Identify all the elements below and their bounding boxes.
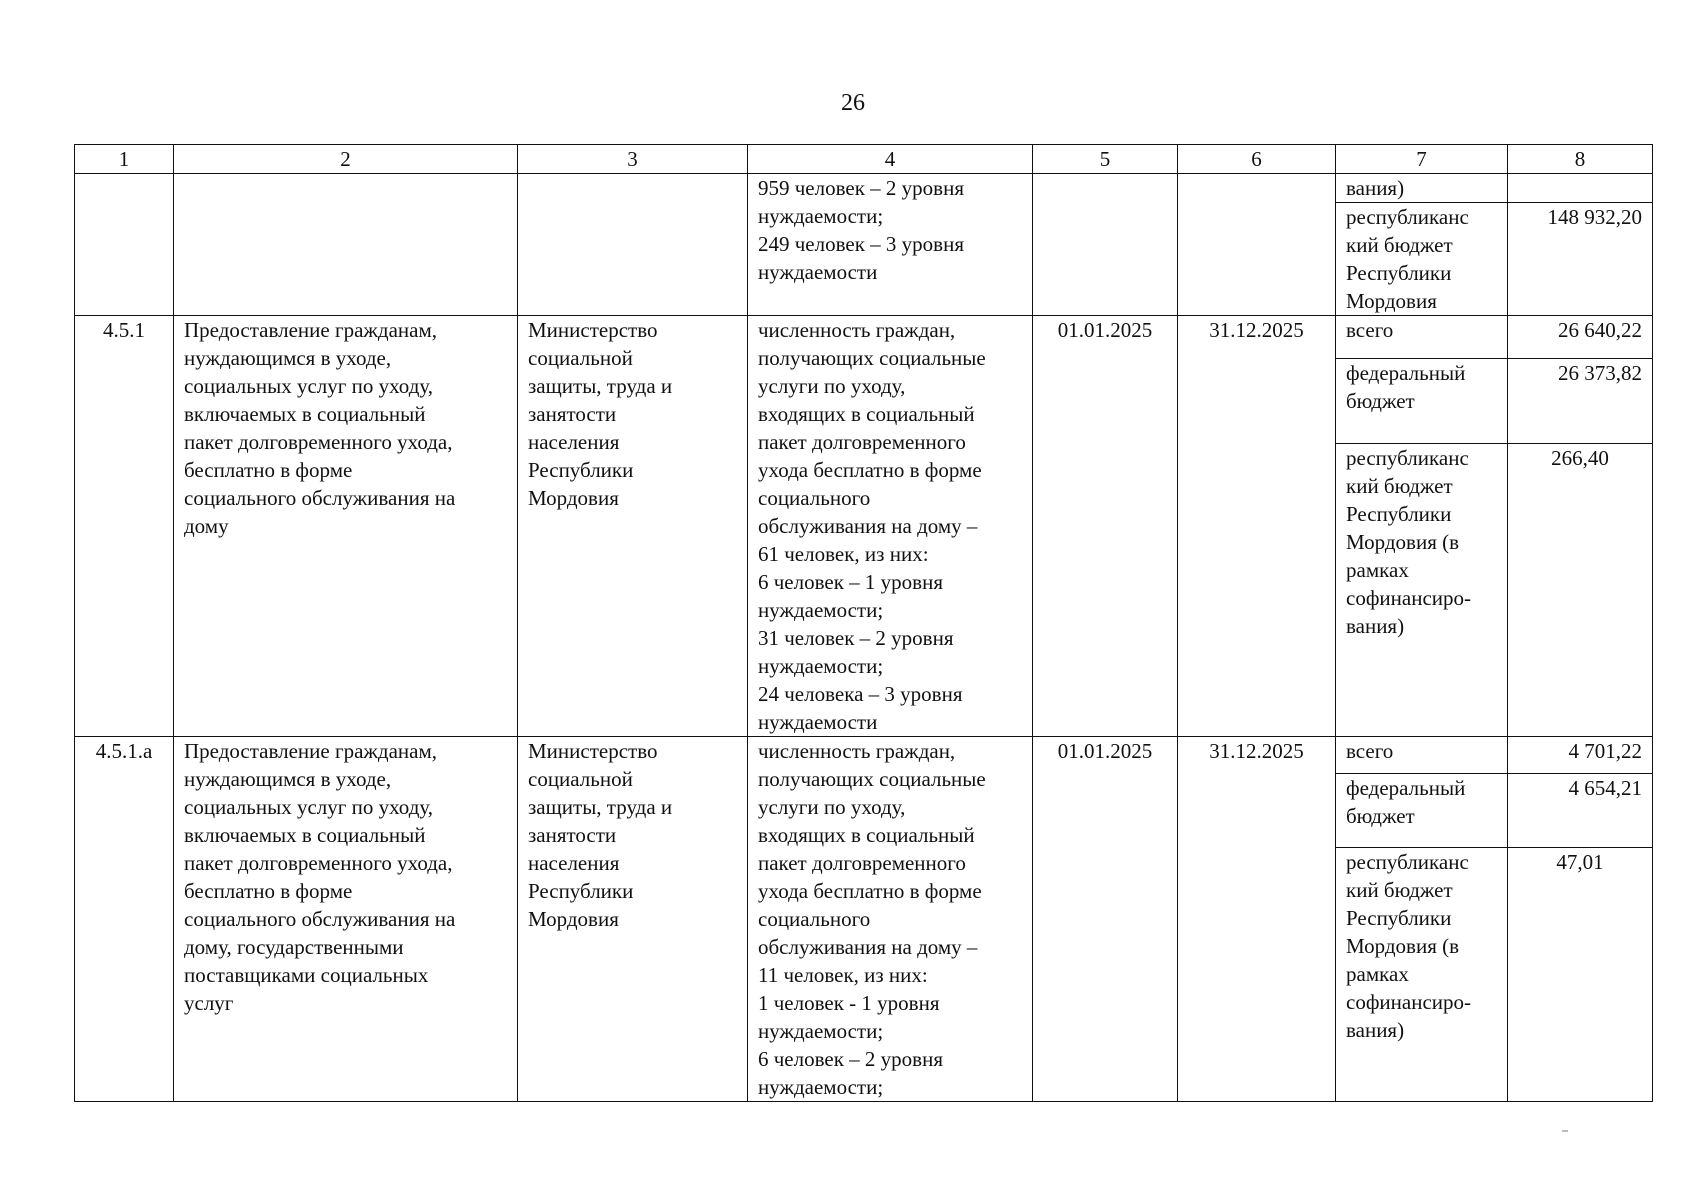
funding-source-cell <box>1336 774 1508 848</box>
text-line: республиканс <box>1346 849 1469 874</box>
text-line: Мордовия <box>1346 289 1437 313</box>
text-line: 6 человек – 1 уровня <box>758 570 943 594</box>
scan-speck <box>1562 1130 1568 1132</box>
indicator-cell <box>748 174 1033 316</box>
funding-source-cell <box>1336 847 1508 1101</box>
header-cell: 5 <box>1033 145 1178 174</box>
text-line: социальной <box>528 767 633 791</box>
text-line: Мордовия <box>528 486 619 510</box>
text-line: нуждаемости <box>758 260 878 284</box>
text-line: пакет долговременного <box>758 430 966 454</box>
text-line: бесплатно в форме <box>184 458 353 482</box>
text-line: пакет долговременного <box>758 851 966 875</box>
text-line: 1 человек - 1 уровня <box>758 991 940 1015</box>
text-line: социальных услуг по уходу, <box>184 374 434 398</box>
text-line: Республики <box>1346 261 1452 285</box>
funding-source-cell <box>1336 359 1508 444</box>
text-line: бюджет <box>1346 389 1415 414</box>
text-line: социального обслуживания на <box>184 486 456 510</box>
page-number: 26 <box>841 90 865 116</box>
text-line: входящих в социальный <box>758 823 975 847</box>
text-line: 61 человек, из них: <box>758 542 929 566</box>
header-cell: 6 <box>1178 145 1336 174</box>
text-line: дому, государственными <box>184 935 404 959</box>
text-line: Министерство <box>528 739 658 763</box>
text-line: населения <box>528 430 620 454</box>
text-line: ухода бесплатно в форме <box>758 879 982 903</box>
text-line: Предоставление гражданам, <box>184 739 438 763</box>
text-line: нуждаемости; <box>758 1075 884 1099</box>
amount-cell: 4 654,21 <box>1508 774 1653 848</box>
text-line: 11 человек, из них: <box>758 963 928 987</box>
text-line: пакет долговременного ухода, <box>184 430 453 454</box>
text-line: рамках <box>1346 557 1409 582</box>
text-line: защиты, труда и <box>528 795 673 819</box>
text-line: 31 человек – 2 уровня <box>758 626 954 650</box>
text-line: получающих социальные <box>758 346 986 370</box>
text-line: бесплатно в форме <box>184 879 353 903</box>
amount-cell: 4 701,22 <box>1508 737 1653 774</box>
text-line: 249 человек – 3 уровня <box>758 232 964 256</box>
table-row <box>75 316 1653 359</box>
text-line: Мордовия (в <box>1346 529 1460 554</box>
text-line: федеральный <box>1346 361 1466 386</box>
text-line: социального <box>758 907 871 931</box>
end-date: 31.12.2025 <box>1178 316 1336 737</box>
empty-cell <box>518 174 748 316</box>
amount-cell: 266,40 <box>1508 443 1653 736</box>
text-line: 24 человека – 3 уровня <box>758 682 963 706</box>
text-line: нуждаемости; <box>758 654 884 678</box>
header-cell: 8 <box>1508 145 1653 174</box>
row-number: 4.5.1 <box>75 316 174 737</box>
table-row <box>75 737 1653 774</box>
indicator-cell <box>748 316 1033 737</box>
text-line: 6 человек – 2 уровня <box>758 1047 943 1071</box>
empty-cell <box>1033 174 1178 316</box>
text-line: вания) <box>1346 1017 1405 1042</box>
text-line: Республики <box>528 879 634 903</box>
text-line: нуждаемости <box>758 710 878 734</box>
text-line: социального обслуживания на <box>184 907 456 931</box>
funding-source-cell <box>1336 443 1508 736</box>
text-line: 959 человек – 2 уровня <box>758 176 964 200</box>
text-line: включаемых в социальный <box>184 823 426 847</box>
text-line: социальной <box>528 346 633 370</box>
amount-cell: 47,01 <box>1508 847 1653 1101</box>
text-line: бюджет <box>1346 804 1415 829</box>
text-line: входящих в социальный <box>758 402 975 426</box>
text-line: нуждающимся в уходе, <box>184 767 392 791</box>
text-line: Предоставление гражданам, <box>184 318 438 342</box>
text-line: обслуживания на дому – <box>758 514 978 538</box>
header-cell: 2 <box>174 145 518 174</box>
text-line: ухода бесплатно в форме <box>758 458 982 482</box>
text-line: населения <box>528 851 620 875</box>
measure-name-cell <box>174 737 518 1102</box>
text-line: всего <box>1346 318 1394 342</box>
amount-cell: 26 373,82 <box>1508 359 1653 444</box>
amount-cell <box>1508 174 1653 203</box>
text-line: нуждаемости; <box>758 598 884 622</box>
text-line: занятости <box>528 823 617 847</box>
text-line: услуги по уходу, <box>758 374 906 398</box>
program-table <box>74 144 1653 1102</box>
text-line: дому <box>184 514 229 538</box>
measure-name-cell <box>174 316 518 737</box>
text-line: республиканс <box>1346 445 1469 470</box>
text-line: нуждаемости; <box>758 1019 884 1043</box>
indicator-cell <box>748 737 1033 1102</box>
text-line: поставщиками социальных <box>184 963 429 987</box>
text-line: социальных услуг по уходу, <box>184 795 434 819</box>
text-line: Республики <box>1346 905 1452 930</box>
text-line: пакет долговременного ухода, <box>184 851 453 875</box>
text-line: услуги по уходу, <box>758 795 906 819</box>
header-row <box>75 145 1653 174</box>
amount-cell: 26 640,22 <box>1508 316 1653 359</box>
text-line: кий бюджет <box>1346 473 1453 498</box>
continuation-row <box>75 174 1653 203</box>
header-cell: 3 <box>518 145 748 174</box>
funding-source-cell <box>1336 737 1508 774</box>
text-line: республиканс <box>1346 205 1469 229</box>
text-line: Мордовия (в <box>1346 933 1460 958</box>
text-line: включаемых в социальный <box>184 402 426 426</box>
text-line: занятости <box>528 402 617 426</box>
text-line: численность граждан, <box>758 318 956 342</box>
text-line: обслуживания на дому – <box>758 935 978 959</box>
text-line: кий бюджет <box>1346 233 1453 257</box>
text-line: вания) <box>1346 176 1405 200</box>
text-line: Министерство <box>528 318 658 342</box>
text-line: получающих социальные <box>758 767 986 791</box>
empty-cell <box>174 174 518 316</box>
amount-cell: 148 932,20 <box>1508 203 1653 316</box>
text-line: софинансиро- <box>1346 585 1472 610</box>
header-cell: 7 <box>1336 145 1508 174</box>
text-line: защиты, труда и <box>528 374 673 398</box>
text-line: услуг <box>184 991 234 1015</box>
start-date: 01.01.2025 <box>1033 737 1178 1102</box>
empty-cell <box>1178 174 1336 316</box>
text-line: софинансиро- <box>1346 989 1472 1014</box>
text-line: всего <box>1346 739 1394 763</box>
text-line: социального <box>758 486 871 510</box>
row-number: 4.5.1.а <box>75 737 174 1102</box>
funding-source-cell <box>1336 316 1508 359</box>
text-line: нуждаемости; <box>758 204 884 228</box>
text-line: вания) <box>1346 613 1405 638</box>
text-line: федеральный <box>1346 776 1466 801</box>
text-line: Республики <box>528 458 634 482</box>
executor-cell <box>518 737 748 1102</box>
text-line: нуждающимся в уходе, <box>184 346 392 370</box>
funding-source-cell <box>1336 174 1508 203</box>
start-date: 01.01.2025 <box>1033 316 1178 737</box>
text-line: Республики <box>1346 501 1452 526</box>
header-cell: 4 <box>748 145 1033 174</box>
executor-cell <box>518 316 748 737</box>
text-line: численность граждан, <box>758 739 956 763</box>
text-line: Мордовия <box>528 907 619 931</box>
header-cell: 1 <box>75 145 174 174</box>
end-date: 31.12.2025 <box>1178 737 1336 1102</box>
funding-source-cell <box>1336 203 1508 316</box>
text-line: кий бюджет <box>1346 877 1453 902</box>
text-line: рамках <box>1346 961 1409 986</box>
empty-cell <box>75 174 174 316</box>
